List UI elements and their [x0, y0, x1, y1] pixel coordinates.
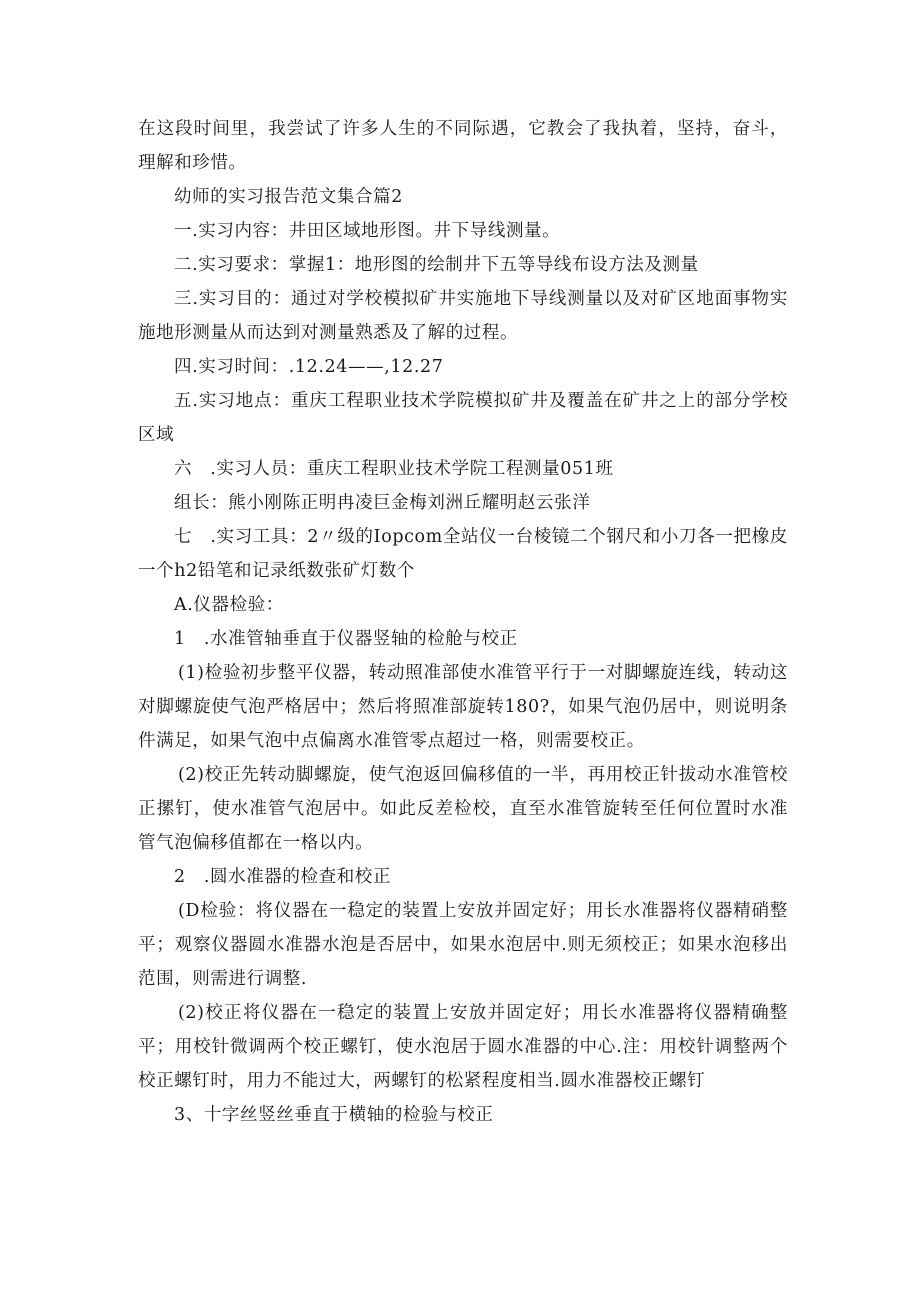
document-body: [138, 112, 788, 1132]
subheading-instrument-check: A.仪器检验：: [174, 595, 284, 615]
paragraph-content: 一.实习内容：井田区域地形图。井下导线测量。: [174, 221, 561, 241]
paragraph-step-2-2: (2)校正将仪器在一稳定的装置上安放并固定好；用长水准器将仪器精确整平；用校针微调两个校正螺钉，使水泡居于圆水准器的中心.注：用校针调整两个校正螺钉时，用力不能过大，两螺钉的松紧程度相当.圆水准器校正螺钉: [138, 1003, 788, 1091]
paragraph-personnel: 六 .实习人员：重庆工程职业技术学院工程测量051班: [174, 459, 614, 479]
paragraph-time: 四.实习时间：.12.24——,12.27: [174, 357, 444, 377]
paragraph-requirements: 二.实习要求：掌握1：地形图的绘制井下五等导线布设方法及测量: [174, 255, 699, 275]
subheading-level-tube-check: 1 .水准管轴垂直于仪器竖轴的检舱与校正: [174, 629, 518, 649]
paragraph-intro: 在这段时间里，我尝试了许多人生的不同际遇，它教会了我执着，坚持，奋斗，理解和珍惜。: [138, 119, 788, 173]
section-heading: 幼师的实习报告范文集合篇2: [174, 187, 403, 207]
subheading-crosshair-check: 3、十字丝竖丝垂直于横轴的检验与校正: [174, 1105, 494, 1125]
paragraph-tools: 七 .实习工具：2〃级的Iopcom全站仪一台棱镜二个钢尺和小刀各一把橡皮一个h2铅笔和记录纸数张矿灯数个: [138, 527, 788, 581]
paragraph-step-1-1: (1)检验初步整平仪器，转动照准部使水准管平行于一对脚螺旋连线，转动这对脚螺旋使气泡严格居中；然后将照准部旋转180?，如果气泡仍居中，则说明条件满足，如果气泡中点偏离水准管零点超过一格，则需要校正。: [138, 663, 788, 751]
paragraph-location: 五.实习地点：重庆工程职业技术学院模拟矿井及覆盖在矿井之上的部分学校区域: [138, 391, 788, 445]
subheading-circular-level-check: 2 .圆水准器的检查和校正: [174, 867, 391, 887]
paragraph-step-1-2: (2)校正先转动脚螺旋，使气泡返回偏移值的一半，再用校正针拔动水准管校正摞钉，使水准管气泡居中。如此反差检校，直至水准管旋转至任何位置时水准管气泡偏移值都在一格以内。: [138, 765, 788, 853]
paragraph-team-leader: 组长：熊小刚陈正明冉凌巨金梅刘洲丘耀明赵云张洋: [174, 493, 591, 513]
paragraph-step-2-1: (D检验：将仪器在一稳定的装置上安放并固定好；用长水准器将仪器精硝整平；观察仪器圆水准器水泡是否居中，如果水泡居中.则无须校正；如果水泡移出范围，则需进行调整.: [138, 901, 788, 989]
paragraph-purpose: 三.实习目的：通过对学校模拟矿井实施地下导线测量以及对矿区地面事物实施地形测量从而达到对测量熟悉及了解的过程。: [138, 289, 788, 343]
